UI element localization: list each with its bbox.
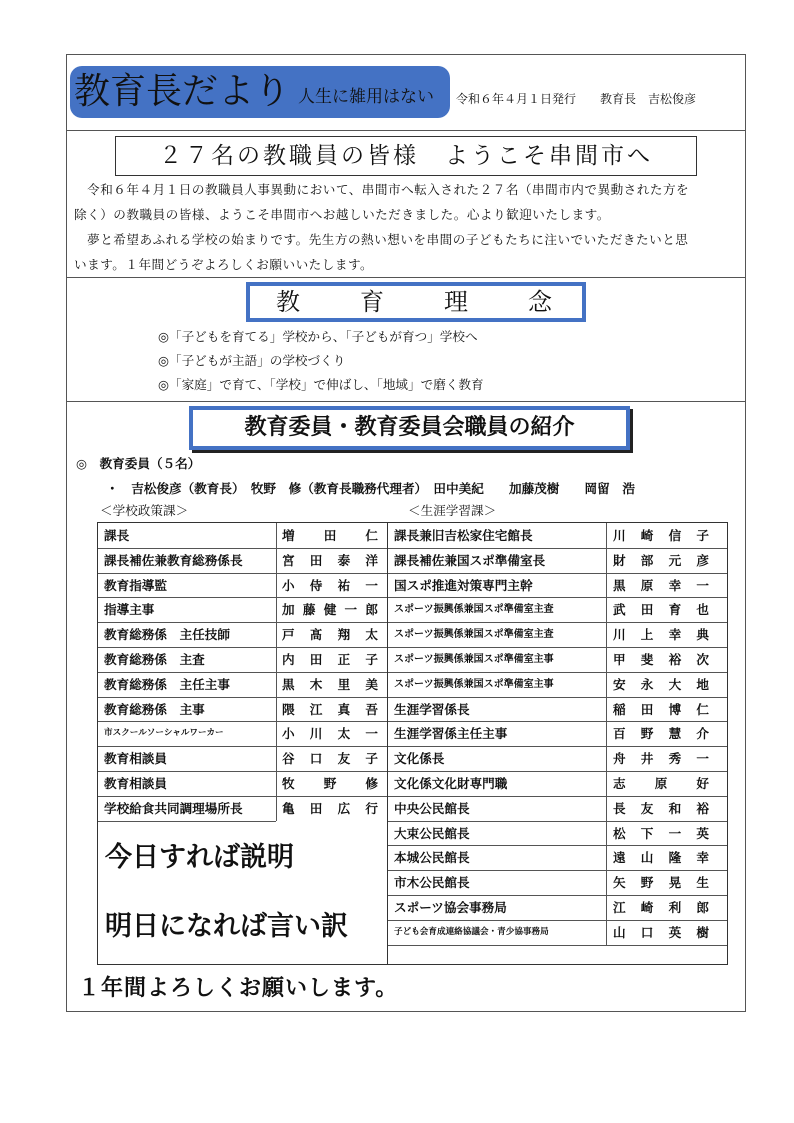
- philosophy-heading-char: 教: [276, 288, 300, 316]
- staff-name: 武田育也: [613, 602, 709, 618]
- row-divider: [388, 870, 727, 871]
- philosophy-heading-char: 念: [528, 288, 552, 316]
- row-divider: [98, 721, 387, 722]
- row-divider: [388, 771, 727, 772]
- committee-members: ・ 吉松俊彦（教育長） 牧野 修（教育長職務代理者） 田中美紀 加藤茂樹 岡留 浩: [106, 481, 635, 496]
- staff-row: [388, 697, 727, 722]
- philosophy-item: ◎「子どもが主語」の学校づくり: [158, 353, 346, 368]
- staff-row: [388, 895, 727, 920]
- row-divider: [98, 597, 387, 598]
- closing-message: １年間よろしくお願いします。: [78, 976, 399, 1001]
- staff-row: [388, 796, 727, 821]
- row-divider: [388, 945, 727, 946]
- staff-row: [388, 721, 727, 746]
- staff-intro-heading: 教育委員・教育委員会職員の紹介: [189, 406, 630, 450]
- row-divider: [388, 845, 727, 846]
- school-policy-label: ＜学校政策課＞: [100, 503, 189, 518]
- staff-row: [388, 821, 727, 846]
- staff-row: [98, 746, 387, 771]
- staff-name: 江崎利郎: [613, 900, 709, 915]
- staff-role: 教育総務係 主査: [104, 652, 205, 667]
- staff-role: 大束公民館長: [394, 825, 470, 841]
- staff-name: 牧野修: [282, 776, 378, 791]
- issue-info: 令和６年４月１日発行 教育長 吉松俊彦: [456, 92, 697, 106]
- staff-row: [388, 870, 727, 895]
- staff-role: 文化係長: [394, 751, 445, 767]
- welcome-heading: ２７名の教職員の皆様 ようこそ串間市へ: [115, 136, 697, 176]
- staff-row: [98, 697, 387, 722]
- staff-name: 内田正子: [282, 652, 378, 667]
- staff-role: 生涯学習係長: [394, 701, 470, 717]
- staff-name: 宮田泰洋: [282, 552, 378, 568]
- row-divider: [98, 672, 387, 673]
- staff-row: [98, 523, 387, 548]
- lifelong-learning-table: [387, 522, 728, 965]
- motto-line: 明日になれば言い訳: [105, 911, 348, 942]
- staff-name: 長友和裕: [613, 800, 709, 816]
- staff-row: [98, 647, 387, 672]
- staff-role: 教育総務係 主事: [104, 701, 205, 717]
- staff-name: 加藤健一郎: [282, 602, 378, 618]
- staff-name: 亀田広行: [282, 800, 378, 816]
- staff-row: [388, 622, 727, 647]
- row-divider: [388, 746, 727, 747]
- row-divider: [98, 622, 387, 623]
- philosophy-heading: [246, 282, 586, 322]
- staff-name: 百野慧介: [613, 726, 709, 742]
- staff-role: 教育総務係 主任技師: [104, 627, 230, 643]
- staff-role: 課長補佐兼国スポ準備室長: [394, 552, 546, 568]
- staff-role: 課長兼旧吉松家住宅館長: [394, 528, 533, 543]
- row-divider: [388, 895, 727, 896]
- staff-role: 指導主事: [104, 602, 155, 618]
- row-divider: [388, 721, 727, 722]
- staff-role: スポーツ振興係兼国スポ準備室主事: [394, 654, 554, 665]
- staff-name: 黒原幸一: [613, 577, 709, 593]
- row-divider: [98, 548, 387, 549]
- staff-name: 川上幸典: [613, 627, 709, 643]
- staff-role: 学校給食共同調理場所長: [104, 800, 243, 816]
- philosophy-item: ◎「家庭」で育て、「学校」で伸ばし、「地域」で磨く教育: [158, 377, 484, 392]
- staff-role: 中央公民館長: [394, 800, 470, 816]
- staff-row: [388, 746, 727, 771]
- staff-name: 舟井秀一: [613, 751, 709, 767]
- staff-name: 小侍祐一: [282, 577, 378, 593]
- staff-row: [388, 845, 727, 870]
- row-divider: [98, 746, 387, 747]
- staff-role: 生涯学習係主任主事: [394, 726, 508, 742]
- newsletter-subtitle: 人生に雑用はない: [298, 87, 434, 107]
- staff-role: スポーツ協会事務局: [394, 900, 507, 915]
- school-policy-table: [97, 522, 388, 965]
- staff-role: 教育相談員: [104, 751, 167, 767]
- staff-role: 課長: [104, 528, 130, 543]
- staff-row: [98, 622, 387, 647]
- staff-row: [388, 647, 727, 672]
- committee-label: ◎ 教育委員（５名）: [76, 456, 201, 471]
- staff-role: 本城公民館長: [394, 850, 470, 866]
- row-divider: [98, 796, 387, 797]
- staff-row: [98, 573, 387, 598]
- staff-role: 教育総務係 主任主事: [104, 676, 230, 692]
- lifelong-label: ＜生涯学習課＞: [408, 503, 497, 518]
- staff-role: 教育相談員: [104, 776, 167, 791]
- welcome-line: います。１年間どうぞよろしくお願いいたします。: [74, 257, 374, 272]
- staff-role: スポーツ振興係兼国スポ準備室主事: [394, 678, 554, 690]
- staff-name: 山口英樹: [613, 924, 709, 940]
- staff-role: 子ども会育成連絡協議会・青少協事務局: [394, 926, 549, 937]
- staff-role: 市スクールソーシャルワーカー: [104, 728, 224, 739]
- row-divider: [388, 548, 727, 549]
- newsletter-title: 教育長だより: [74, 71, 291, 112]
- philosophy-heading-char: 育: [360, 288, 384, 316]
- staff-role: スポーツ振興係兼国スポ準備室主査: [394, 604, 554, 616]
- divider: [66, 401, 746, 402]
- staff-name: 志原好: [613, 776, 709, 791]
- row-divider: [98, 697, 387, 698]
- staff-row: [98, 672, 387, 697]
- row-divider: [388, 672, 727, 673]
- staff-row: [98, 548, 387, 573]
- welcome-line: 令和６年４月１日の教職員人事異動において、串間市へ転入された２７名（串間市内で異動された方を: [74, 182, 690, 197]
- staff-row: [388, 597, 727, 622]
- row-divider: [388, 573, 727, 574]
- row-divider: [388, 597, 727, 598]
- staff-role: 教育指導監: [104, 577, 167, 593]
- staff-name: 黒木里美: [282, 676, 378, 692]
- row-divider: [98, 647, 387, 648]
- staff-name: 松下一英: [613, 825, 709, 841]
- row-divider: [388, 622, 727, 623]
- motto-line: 今日すれば説明: [105, 842, 294, 873]
- staff-row: [98, 796, 387, 821]
- staff-row: [388, 548, 727, 573]
- staff-name: 小川太一: [282, 726, 378, 742]
- staff-row: [388, 573, 727, 598]
- welcome-line: 夢と希望あふれる学校の始まりです。先生方の熱い想いを串間の子どもたちに注いでいただきたいと思: [74, 232, 689, 247]
- divider: [66, 277, 746, 278]
- staff-role: 課長補佐兼教育総務係長: [104, 552, 243, 568]
- staff-name: 財部元彦: [613, 552, 709, 568]
- welcome-paragraph: [74, 177, 740, 277]
- row-divider: [98, 821, 276, 822]
- philosophy-heading-char: 理: [444, 288, 468, 316]
- staff-row: [98, 597, 387, 622]
- row-divider: [98, 771, 387, 772]
- staff-name: 稲田博仁: [613, 701, 709, 717]
- staff-name: 谷口友子: [282, 751, 378, 767]
- staff-row: [98, 771, 387, 796]
- staff-role: スポーツ振興係兼国スポ準備室主査: [394, 629, 554, 641]
- staff-row: [388, 672, 727, 697]
- staff-row: [388, 771, 727, 796]
- staff-name: 矢野晃生: [613, 875, 709, 891]
- row-divider: [388, 796, 727, 797]
- staff-name: 隈江真吾: [282, 701, 378, 717]
- staff-row: [388, 523, 727, 548]
- row-divider: [388, 821, 727, 822]
- staff-name: 安永大地: [613, 676, 709, 692]
- staff-role: 国スポ推進対策専門主幹: [394, 577, 533, 593]
- row-divider: [388, 697, 727, 698]
- staff-role: 市木公民館長: [394, 875, 470, 891]
- staff-name: 甲斐裕次: [613, 652, 709, 667]
- staff-row: [388, 920, 727, 945]
- row-divider: [388, 920, 727, 921]
- staff-name: 増田仁: [282, 528, 378, 543]
- staff-name: 川崎信子: [613, 528, 709, 543]
- welcome-line: 除く）の教職員の皆様、ようこそ串間市へお越しいただきました。心より歓迎いたします。: [74, 207, 610, 222]
- staff-name: 戸髙翔太: [282, 627, 378, 643]
- row-divider: [388, 647, 727, 648]
- row-divider: [98, 573, 387, 574]
- divider: [66, 130, 746, 131]
- philosophy-item: ◎「子どもを育てる」学校から、「子どもが育つ」学校へ: [158, 329, 478, 344]
- staff-role: 文化係文化財専門職: [394, 776, 508, 791]
- staff-name: 遠山隆幸: [613, 850, 709, 866]
- staff-row: [98, 721, 387, 746]
